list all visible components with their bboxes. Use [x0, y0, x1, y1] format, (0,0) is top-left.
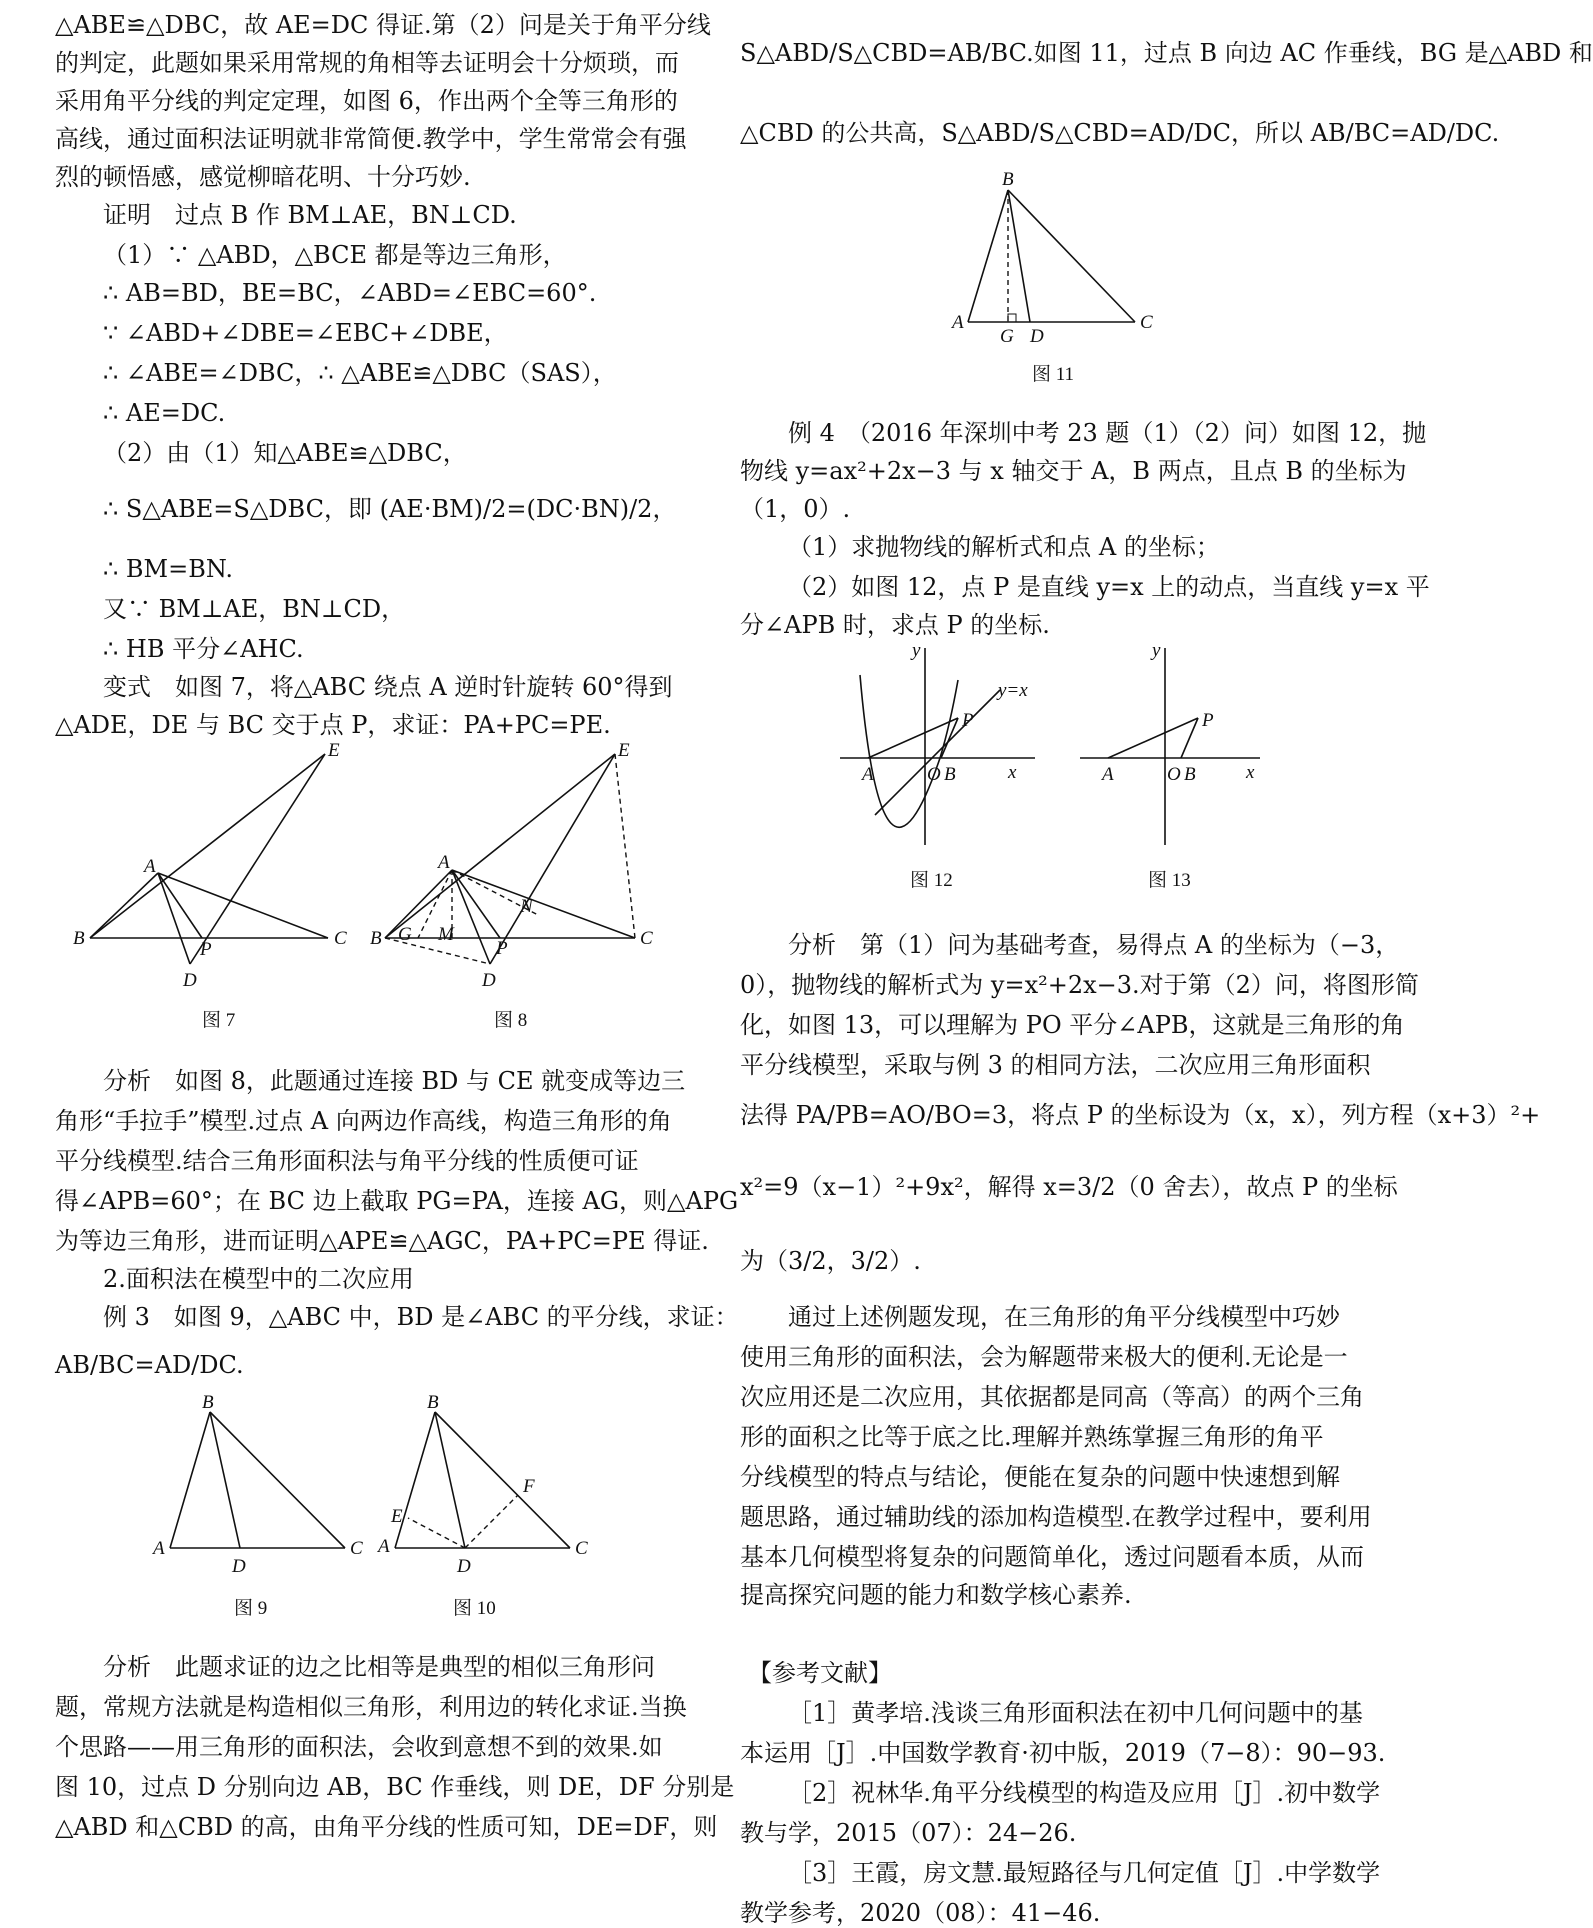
- label: A: [144, 856, 156, 877]
- label: A: [153, 1538, 165, 1559]
- label: y: [1152, 640, 1161, 661]
- left-text-line: ∴ AE=DC.: [103, 399, 226, 427]
- label: P: [962, 710, 974, 731]
- right-text-line: （1，0）.: [740, 495, 851, 523]
- label: B: [73, 928, 85, 949]
- figure-10: [375, 1390, 595, 1630]
- left-text-line: 题，常规方法就是构造相似三角形，利用边的转化求证.当换: [55, 1693, 687, 1721]
- right-text-line: 基本几何模型将复杂的问题简单化，透过问题看本质，从而: [740, 1543, 1364, 1571]
- label: A: [1102, 764, 1114, 785]
- label: A: [952, 312, 964, 333]
- left-text-line: 又∵ BM⊥AE，BN⊥CD，: [103, 595, 406, 623]
- label: N: [520, 896, 533, 917]
- label: x: [1246, 762, 1255, 783]
- caption: 图 13: [1148, 870, 1191, 891]
- right-text-line: 次应用还是二次应用，其依据都是同高（等高）的两个三角: [740, 1383, 1364, 1411]
- left-text-line: 例 3 如图 9，△ABC 中，BD 是∠ABC 的平分线，求证：: [103, 1303, 739, 1331]
- caption: 图 10: [453, 1598, 496, 1619]
- right-text-line: 【参考文献】: [748, 1659, 892, 1687]
- label: B: [202, 1392, 214, 1413]
- left-text-line: （1）∵ △ABD，△BCE 都是等边三角形，: [103, 241, 567, 269]
- label: D: [482, 970, 496, 991]
- caption: 图 9: [234, 1598, 268, 1619]
- label: P: [1202, 710, 1214, 731]
- left-text-line: △ABE≌△DBC，故 AE=DC 得证.第（2）问是关于角平分线: [55, 11, 711, 39]
- label: B: [427, 1392, 439, 1413]
- right-text-line: 提高探究问题的能力和数学核心素养.: [740, 1581, 1132, 1609]
- figure-8: [370, 740, 670, 1040]
- left-text-line: 个思路——用三角形的面积法，会收到意想不到的效果.如: [55, 1733, 663, 1761]
- left-text-line: 平分线模型.结合三角形面积法与角平分线的性质便可证: [55, 1147, 639, 1175]
- label: P: [200, 939, 212, 960]
- label: E: [391, 1506, 403, 1527]
- left-text-line: ∵ ∠ABD+∠DBE=∠EBC+∠DBE，: [103, 319, 508, 347]
- right-text-line: ［2］祝林华.角平分线模型的构造及应用［J］.初中数学: [788, 1779, 1381, 1807]
- right-text-line: 分∠APB 时，求点 P 的坐标.: [740, 611, 1050, 639]
- figure-13: [1070, 640, 1270, 900]
- label: C: [350, 1538, 363, 1559]
- right-text-line: 法得 PA/PB=AO/BO=3，将点 P 的坐标设为（x，x），列方程（x+3）²+: [740, 1101, 1541, 1129]
- left-text-line: 图 10，过点 D 分别向边 AB，BC 作垂线，则 DE，DF 分别是: [55, 1773, 735, 1801]
- right-text-line: 例 4 （2016 年深圳中考 23 题（1）（2）问）如图 12，抛: [788, 419, 1427, 447]
- label: A: [438, 852, 450, 873]
- right-text-line: 为（3/2，3/2）.: [740, 1247, 921, 1275]
- label: B: [1184, 764, 1196, 785]
- right-text-line: 平分线模型，采取与例 3 的相同方法，二次应用三角形面积: [740, 1051, 1371, 1079]
- right-text-line: x²=9（x−1）²+9x²，解得 x=3/2（0 舍去），故点 P 的坐标: [740, 1173, 1398, 1201]
- right-text-line: 分线模型的特点与结论，便能在复杂的问题中快速想到解: [740, 1463, 1340, 1491]
- label: D: [232, 1556, 246, 1577]
- right-text-line: （2）如图 12，点 P 是直线 y=x 上的动点，当直线 y=x 平: [788, 573, 1430, 601]
- left-text-line: （2）由（1）知△ABE≌△DBC，: [103, 439, 467, 467]
- label: B: [944, 764, 956, 785]
- left-text-line: ∴ AB=BD，BE=BC，∠ABD=∠EBC=60°.: [103, 279, 597, 307]
- caption: 图 11: [1032, 364, 1075, 385]
- left-text-line: ∴ S△ABE=S△DBC，即 (AE·BM)/2=(DC·BN)/2，: [103, 495, 677, 523]
- right-text-line: 化，如图 13，可以理解为 PO 平分∠APB，这就是三角形的角: [740, 1011, 1405, 1039]
- right-text-line: （1）求抛物线的解析式和点 A 的坐标；: [788, 533, 1220, 561]
- left-text-line: ∴ ∠ABE=∠DBC，∴ △ABE≌△DBC（SAS），: [103, 359, 617, 387]
- label: O: [927, 764, 941, 785]
- left-text-line: 分析 如图 8，此题通过连接 BD 与 CE 就变成等边三: [103, 1067, 686, 1095]
- left-text-line: 得∠APB=60°；在 BC 边上截取 PG=PA，连接 AG，则△APG: [55, 1187, 739, 1215]
- label: D: [457, 1556, 471, 1577]
- right-text-line: S△ABD/S△CBD=AB/BC.如图 11，过点 B 向边 AC 作垂线，BG 是△ABD 和: [740, 39, 1593, 67]
- right-text-line: 分析 第（1）问为基础考查，易得点 A 的坐标为（−3，: [788, 931, 1400, 959]
- left-text-line: 为等边三角形，进而证明△APE≌△AGC，PA+PC=PE 得证.: [55, 1227, 709, 1255]
- left-text-line: 采用角平分线的判定定理，如图 6，作出两个全等三角形的: [55, 87, 678, 115]
- right-text-line: 教与学，2015（07）：24−26.: [740, 1819, 1077, 1847]
- caption: 图 7: [202, 1010, 236, 1031]
- label: G: [1000, 326, 1014, 347]
- right-text-line: 通过上述例题发现，在三角形的角平分线模型中巧妙: [788, 1303, 1340, 1331]
- label: E: [618, 740, 630, 761]
- label: x: [1008, 762, 1017, 783]
- right-text-line: 0），抛物线的解析式为 y=x²+2x−3.对于第（2）问，将图形简: [740, 971, 1419, 999]
- right-text-line: 教学参考，2020（08）：41−46.: [740, 1899, 1101, 1927]
- label: y=x: [998, 680, 1028, 701]
- caption: 图 12: [910, 870, 953, 891]
- label: C: [575, 1538, 588, 1559]
- label: M: [438, 924, 454, 945]
- right-text-line: 题思路，通过辅助线的添加构造模型.在教学过程中，要利用: [740, 1503, 1372, 1531]
- label: E: [328, 740, 340, 761]
- right-text-line: 本运用［J］.中国数学教育·初中版，2019（7−8）：90−93.: [740, 1739, 1386, 1767]
- left-text-line: ∴ BM=BN.: [103, 555, 233, 583]
- left-text-line: 高线，通过面积法证明就非常简便.教学中，学生常常会有强: [55, 125, 687, 153]
- label: A: [862, 764, 874, 785]
- left-text-line: △ABD 和△CBD 的高，由角平分线的性质可知，DE=DF，则: [55, 1813, 718, 1841]
- left-text-line: ∴ HB 平分∠AHC.: [103, 635, 304, 663]
- figure-7: [70, 740, 370, 1040]
- left-text-line: 分析 此题求证的边之比相等是典型的相似三角形问: [103, 1653, 655, 1681]
- label: A: [378, 1536, 390, 1557]
- right-text-line: 使用三角形的面积法，会为解题带来极大的便利.无论是一: [740, 1343, 1348, 1371]
- left-text-line: △ADE，DE 与 BC 交于点 P，求证：PA+PC=PE.: [55, 711, 611, 739]
- label: D: [183, 970, 197, 991]
- label: D: [1030, 326, 1044, 347]
- figure-12: [830, 640, 1060, 900]
- left-text-line: AB/BC=AD/DC.: [55, 1351, 244, 1379]
- left-text-line: 变式 如图 7，将△ABC 绕点 A 逆时针旋转 60°得到: [103, 673, 673, 701]
- right-text-line: ［3］王霞，房文慧.最短路径与几何定值［J］.中学数学: [788, 1859, 1381, 1887]
- left-text-line: 的判定，此题如果采用常规的角相等去证明会十分烦琐，而: [55, 49, 679, 77]
- label: P: [496, 938, 508, 959]
- label: O: [1167, 764, 1181, 785]
- label: C: [1140, 312, 1153, 333]
- left-text-line: 2.面积法在模型中的二次应用: [103, 1265, 414, 1293]
- left-text-line: 证明 过点 B 作 BM⊥AE，BN⊥CD.: [103, 201, 517, 229]
- label: G: [398, 924, 412, 945]
- label: C: [640, 928, 653, 949]
- caption: 图 8: [494, 1010, 528, 1031]
- left-text-line: 烈的顿悟感，感觉柳暗花明、十分巧妙.: [55, 163, 471, 191]
- left-text-line: 角形“手拉手”模型.过点 A 向两边作高线，构造三角形的角: [55, 1107, 672, 1135]
- right-text-line: 形的面积之比等于底之比.理解并熟练掌握三角形的角平: [740, 1423, 1324, 1451]
- label: C: [334, 928, 347, 949]
- right-text-line: 物线 y=ax²+2x−3 与 x 轴交于 A，B 两点，且点 B 的坐标为: [740, 457, 1407, 485]
- right-text-line: ［1］黄孝培.浅谈三角形面积法在初中几何问题中的基: [788, 1699, 1363, 1727]
- label: B: [370, 928, 382, 949]
- figure-11: [940, 170, 1180, 390]
- figure-9: [150, 1390, 370, 1630]
- right-text-line: △CBD 的公共高，S△ABD/S△CBD=AD/DC，所以 AB/BC=AD/DC.: [740, 119, 1500, 147]
- label: B: [1002, 169, 1014, 190]
- label: y: [912, 640, 921, 661]
- label: F: [523, 1476, 535, 1497]
